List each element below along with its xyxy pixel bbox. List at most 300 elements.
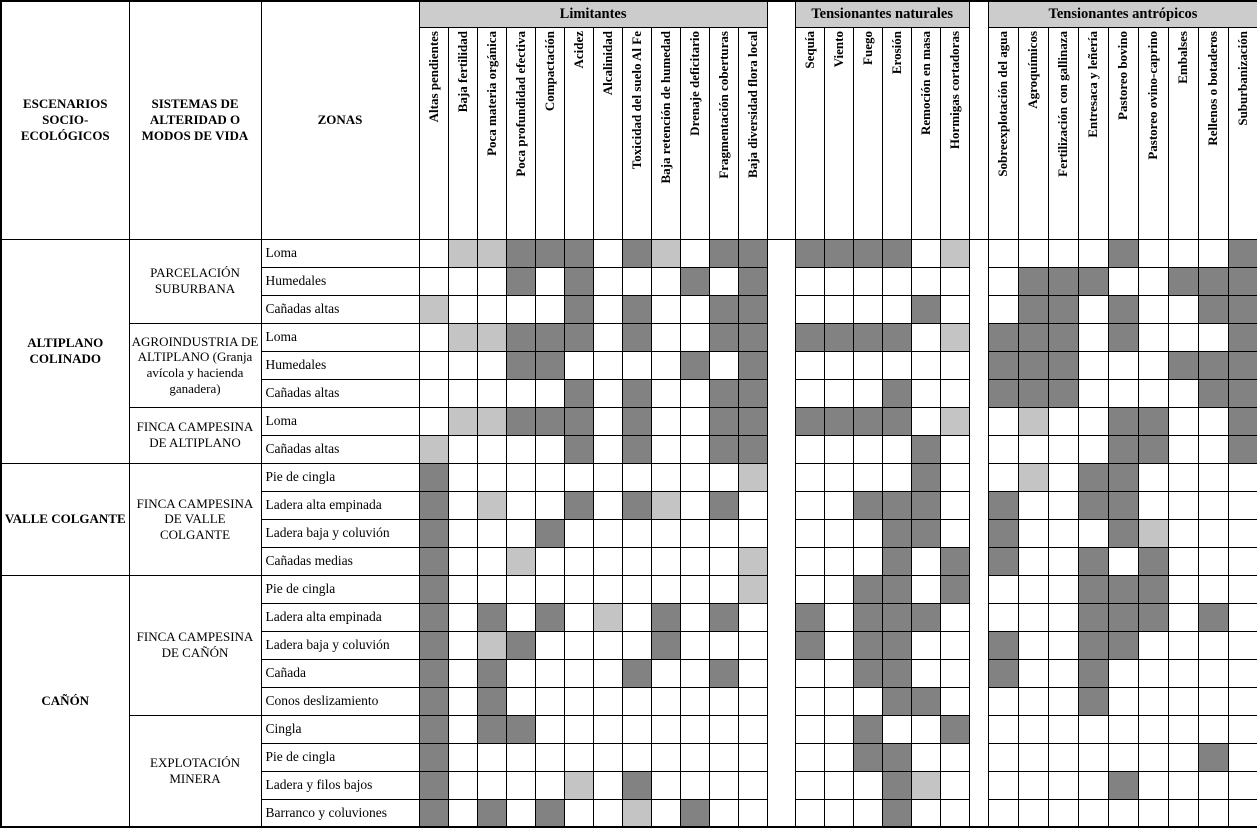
matrix-cell xyxy=(795,659,824,687)
matrix-cell xyxy=(564,715,593,743)
matrix-cell xyxy=(477,715,506,743)
matrix-cell xyxy=(1198,659,1228,687)
matrix-cell xyxy=(738,351,767,379)
matrix-cell xyxy=(535,603,564,631)
matrix-cell xyxy=(911,631,940,659)
matrix-cell xyxy=(477,743,506,771)
matrix-cell xyxy=(680,575,709,603)
column-header-cell xyxy=(535,27,564,239)
matrix-cell xyxy=(1228,435,1257,463)
system-cell: FINCA CAMPESINA DE CAÑÓN xyxy=(129,575,261,715)
matrix-cell xyxy=(988,603,1018,631)
matrix-cell xyxy=(1048,575,1078,603)
matrix-cell xyxy=(1018,323,1048,351)
matrix-cell xyxy=(738,603,767,631)
matrix-cell xyxy=(1138,519,1168,547)
gap-column xyxy=(969,1,988,239)
table-row xyxy=(1,575,1257,603)
matrix-cell xyxy=(680,631,709,659)
matrix-cell xyxy=(1168,295,1198,323)
matrix-cell xyxy=(988,379,1018,407)
matrix-cell xyxy=(477,491,506,519)
matrix-cell xyxy=(593,295,622,323)
matrix-cell xyxy=(651,323,680,351)
matrix-cell xyxy=(1108,407,1138,435)
matrix-cell xyxy=(1138,491,1168,519)
matrix-cell xyxy=(593,799,622,827)
matrix-cell xyxy=(1048,687,1078,715)
matrix-cell xyxy=(795,799,824,827)
matrix-cell xyxy=(882,743,911,771)
matrix-cell xyxy=(593,519,622,547)
matrix-cell xyxy=(940,659,969,687)
matrix-cell xyxy=(940,491,969,519)
matrix-cell xyxy=(882,547,911,575)
matrix-cell xyxy=(419,407,448,435)
matrix-cell xyxy=(651,519,680,547)
matrix-cell xyxy=(1138,687,1168,715)
zone-cell: Loma xyxy=(261,407,419,435)
matrix-cell xyxy=(419,575,448,603)
matrix-cell xyxy=(651,659,680,687)
matrix-cell xyxy=(940,379,969,407)
matrix-cell xyxy=(988,519,1018,547)
matrix-cell xyxy=(477,771,506,799)
matrix-cell xyxy=(1048,351,1078,379)
matrix-cell xyxy=(1078,491,1108,519)
matrix-cell xyxy=(824,547,853,575)
matrix-cell xyxy=(564,267,593,295)
matrix-cell xyxy=(940,351,969,379)
matrix-cell xyxy=(709,687,738,715)
column-header-cell xyxy=(1078,27,1108,239)
matrix-cell xyxy=(1078,547,1108,575)
matrix-cell xyxy=(1168,771,1198,799)
column-label: Pastoreo ovino-caprino xyxy=(1145,30,1161,160)
matrix-cell xyxy=(1048,519,1078,547)
matrix-cell xyxy=(709,799,738,827)
table-row xyxy=(1,323,1257,351)
matrix-cell xyxy=(853,715,882,743)
matrix-cell xyxy=(593,267,622,295)
matrix-cell xyxy=(988,799,1018,827)
matrix-cell xyxy=(1138,631,1168,659)
zone-cell: Ladera baja y coluvión xyxy=(261,631,419,659)
matrix-cell xyxy=(1198,715,1228,743)
matrix-cell xyxy=(506,547,535,575)
matrix-cell xyxy=(419,743,448,771)
matrix-cell xyxy=(853,575,882,603)
matrix-cell xyxy=(709,407,738,435)
matrix-cell xyxy=(795,267,824,295)
matrix-cell xyxy=(824,687,853,715)
matrix-cell xyxy=(1138,715,1168,743)
matrix-cell xyxy=(1198,491,1228,519)
matrix-cell xyxy=(448,379,477,407)
column-label: Remoción en masa xyxy=(917,30,933,135)
zone-cell: Cañadas altas xyxy=(261,295,419,323)
matrix-cell xyxy=(1138,659,1168,687)
matrix-cell xyxy=(882,323,911,351)
matrix-cell xyxy=(651,239,680,267)
matrix-cell xyxy=(477,407,506,435)
matrix-cell xyxy=(1018,715,1048,743)
matrix-cell xyxy=(622,799,651,827)
matrix-cell xyxy=(853,435,882,463)
matrix-cell xyxy=(1168,631,1198,659)
matrix-cell xyxy=(419,519,448,547)
matrix-cell xyxy=(1078,631,1108,659)
matrix-cell xyxy=(940,743,969,771)
matrix-cell xyxy=(940,435,969,463)
matrix-cell xyxy=(448,491,477,519)
matrix-cell xyxy=(1048,407,1078,435)
matrix-cell xyxy=(477,351,506,379)
scenario-cell: VALLE COLGANTE xyxy=(1,463,129,575)
matrix-cell xyxy=(795,463,824,491)
column-label: Fragmentación coberturas xyxy=(715,30,731,179)
matrix-cell xyxy=(1228,799,1257,827)
zone-cell: Ladera alta empinada xyxy=(261,603,419,631)
matrix-cell xyxy=(911,267,940,295)
matrix-cell xyxy=(882,715,911,743)
matrix-cell xyxy=(651,267,680,295)
matrix-cell xyxy=(1228,547,1257,575)
matrix-cell xyxy=(738,771,767,799)
matrix-cell xyxy=(1168,519,1198,547)
header-group-row xyxy=(1,1,1257,27)
column-header-cell xyxy=(1018,27,1048,239)
matrix-cell xyxy=(535,659,564,687)
matrix-cell xyxy=(988,575,1018,603)
matrix-cell xyxy=(593,771,622,799)
zone-cell: Conos deslizamiento xyxy=(261,687,419,715)
matrix-cell xyxy=(622,323,651,351)
matrix-cell xyxy=(1228,715,1257,743)
matrix-cell xyxy=(1138,295,1168,323)
matrix-cell xyxy=(622,715,651,743)
matrix-cell xyxy=(1168,687,1198,715)
matrix-cell xyxy=(680,351,709,379)
column-header-cell xyxy=(738,27,767,239)
matrix-cell xyxy=(622,771,651,799)
matrix-cell xyxy=(419,239,448,267)
matrix-cell xyxy=(1048,463,1078,491)
matrix-cell xyxy=(709,603,738,631)
matrix-cell xyxy=(1078,743,1108,771)
matrix-cell xyxy=(448,323,477,351)
matrix-cell xyxy=(1168,463,1198,491)
matrix-cell xyxy=(593,379,622,407)
matrix-cell xyxy=(1138,799,1168,827)
matrix-cell xyxy=(1108,491,1138,519)
matrix-cell xyxy=(680,519,709,547)
matrix-cell xyxy=(1108,715,1138,743)
matrix-cell xyxy=(1228,575,1257,603)
matrix-cell xyxy=(651,771,680,799)
matrix-cell xyxy=(1198,295,1228,323)
matrix-cell xyxy=(1018,771,1048,799)
matrix-cell xyxy=(448,463,477,491)
matrix-cell xyxy=(564,575,593,603)
column-header-cell xyxy=(564,27,593,239)
matrix-cell xyxy=(448,687,477,715)
matrix-cell xyxy=(853,351,882,379)
matrix-cell xyxy=(988,547,1018,575)
matrix-cell xyxy=(535,687,564,715)
matrix-cell xyxy=(1168,435,1198,463)
matrix-cell xyxy=(795,715,824,743)
matrix-cell xyxy=(911,687,940,715)
matrix-cell xyxy=(795,491,824,519)
matrix-cell xyxy=(795,435,824,463)
matrix-cell xyxy=(448,547,477,575)
matrix-cell xyxy=(622,463,651,491)
matrix-cell xyxy=(593,603,622,631)
column-header-cell xyxy=(1168,27,1198,239)
matrix-cell xyxy=(1048,491,1078,519)
matrix-cell xyxy=(1078,799,1108,827)
matrix-cell xyxy=(1048,295,1078,323)
matrix-cell xyxy=(419,295,448,323)
matrix-cell xyxy=(1138,351,1168,379)
matrix-cell xyxy=(651,799,680,827)
matrix-cell xyxy=(1048,323,1078,351)
matrix-cell xyxy=(940,323,969,351)
matrix-cell xyxy=(824,519,853,547)
matrix-cell xyxy=(882,631,911,659)
matrix-cell xyxy=(1168,407,1198,435)
matrix-cell xyxy=(535,631,564,659)
matrix-cell xyxy=(940,519,969,547)
matrix-cell xyxy=(853,799,882,827)
matrix-cell xyxy=(1228,631,1257,659)
matrix-cell xyxy=(1018,687,1048,715)
matrix-cell xyxy=(448,351,477,379)
matrix-cell xyxy=(1018,379,1048,407)
matrix-cell xyxy=(622,547,651,575)
matrix-cell xyxy=(853,687,882,715)
matrix-cell xyxy=(1168,743,1198,771)
matrix-cell xyxy=(622,687,651,715)
matrix-cell xyxy=(1228,743,1257,771)
matrix-cell xyxy=(535,323,564,351)
matrix-cell xyxy=(709,715,738,743)
matrix-cell xyxy=(651,687,680,715)
zone-cell: Pie de cingla xyxy=(261,463,419,491)
matrix-cell xyxy=(1018,267,1048,295)
matrix-cell xyxy=(1108,463,1138,491)
matrix-cell xyxy=(1228,771,1257,799)
column-label: Acidez xyxy=(570,30,586,69)
matrix-cell xyxy=(564,603,593,631)
matrix-cell xyxy=(564,463,593,491)
matrix-cell xyxy=(911,351,940,379)
matrix-cell xyxy=(1048,743,1078,771)
matrix-cell xyxy=(795,547,824,575)
matrix-cell xyxy=(824,435,853,463)
matrix-cell xyxy=(911,323,940,351)
matrix-cell xyxy=(448,295,477,323)
matrix-cell xyxy=(535,351,564,379)
column-header-cell xyxy=(680,27,709,239)
group-header-1: Limitantes xyxy=(419,1,767,27)
matrix-cell xyxy=(911,239,940,267)
matrix-cell xyxy=(988,323,1018,351)
matrix-cell xyxy=(1228,687,1257,715)
matrix-cell xyxy=(988,715,1018,743)
matrix-cell xyxy=(853,407,882,435)
zone-cell: Loma xyxy=(261,323,419,351)
matrix-cell xyxy=(940,267,969,295)
zone-cell: Cañadas altas xyxy=(261,379,419,407)
matrix-cell xyxy=(911,715,940,743)
matrix-cell xyxy=(651,603,680,631)
matrix-cell xyxy=(911,407,940,435)
matrix-cell xyxy=(1018,547,1048,575)
matrix-cell xyxy=(1108,323,1138,351)
column-header-cell xyxy=(853,27,882,239)
matrix-cell xyxy=(506,715,535,743)
matrix-cell xyxy=(795,575,824,603)
matrix-cell xyxy=(680,659,709,687)
matrix-cell xyxy=(506,771,535,799)
matrix-cell xyxy=(651,715,680,743)
matrix-cell xyxy=(593,547,622,575)
matrix-cell xyxy=(651,435,680,463)
matrix-cell xyxy=(988,267,1018,295)
system-cell: FINCA CAMPESINA DE VALLE COLGANTE xyxy=(129,463,261,575)
matrix-cell xyxy=(940,715,969,743)
matrix-cell xyxy=(1228,323,1257,351)
matrix-cell xyxy=(1048,631,1078,659)
zone-cell: Barranco y coluviones xyxy=(261,799,419,827)
matrix-cell xyxy=(1198,267,1228,295)
matrix-cell xyxy=(535,491,564,519)
matrix-cell xyxy=(882,435,911,463)
column-label: Alcalinidad xyxy=(599,30,615,95)
matrix-cell xyxy=(593,323,622,351)
matrix-cell xyxy=(1108,435,1138,463)
column-label: Toxicidad del suelo Al Fe xyxy=(628,30,644,169)
matrix-cell xyxy=(1168,491,1198,519)
matrix-cell xyxy=(564,295,593,323)
matrix-cell xyxy=(448,715,477,743)
matrix-cell xyxy=(853,603,882,631)
matrix-cell xyxy=(824,379,853,407)
matrix-cell xyxy=(680,799,709,827)
matrix-cell xyxy=(1018,435,1048,463)
matrix-cell xyxy=(911,603,940,631)
matrix-cell xyxy=(882,491,911,519)
zone-cell: Cañada xyxy=(261,659,419,687)
matrix-cell xyxy=(680,463,709,491)
matrix-cell xyxy=(1198,463,1228,491)
matrix-cell xyxy=(795,687,824,715)
matrix-cell xyxy=(419,631,448,659)
matrix-cell xyxy=(1078,659,1108,687)
matrix-cell xyxy=(419,491,448,519)
matrix-cell xyxy=(448,519,477,547)
matrix-cell xyxy=(853,239,882,267)
matrix-cell xyxy=(795,631,824,659)
matrix-cell xyxy=(738,379,767,407)
matrix-cell xyxy=(1168,239,1198,267)
matrix-cell xyxy=(988,771,1018,799)
matrix-cell xyxy=(1078,267,1108,295)
matrix-cell xyxy=(738,743,767,771)
matrix-cell xyxy=(709,575,738,603)
matrix-cell xyxy=(1018,631,1048,659)
column-label: Baja fertilidad xyxy=(454,30,470,112)
matrix-cell xyxy=(419,687,448,715)
matrix-cell xyxy=(1078,463,1108,491)
matrix-cell xyxy=(709,491,738,519)
table-row xyxy=(1,715,1257,743)
matrix-cell xyxy=(1078,435,1108,463)
matrix-cell xyxy=(738,631,767,659)
column-label: Rellenos o botaderos xyxy=(1205,30,1221,146)
matrix-cell xyxy=(853,491,882,519)
matrix-cell xyxy=(738,435,767,463)
column-header-cell xyxy=(911,27,940,239)
matrix-cell xyxy=(622,379,651,407)
matrix-cell xyxy=(1138,435,1168,463)
matrix-cell xyxy=(738,575,767,603)
matrix-cell xyxy=(419,435,448,463)
matrix-cell xyxy=(738,463,767,491)
matrix-cell xyxy=(1018,799,1048,827)
matrix-cell xyxy=(1228,267,1257,295)
matrix-cell xyxy=(824,715,853,743)
matrix-cell xyxy=(535,379,564,407)
column-header-cell xyxy=(940,27,969,239)
matrix-cell xyxy=(824,575,853,603)
matrix-cell xyxy=(680,267,709,295)
matrix-cell xyxy=(940,239,969,267)
matrix-cell xyxy=(940,687,969,715)
matrix-cell xyxy=(882,659,911,687)
matrix-cell xyxy=(1078,519,1108,547)
matrix-cell xyxy=(1018,603,1048,631)
matrix-cell xyxy=(1108,799,1138,827)
corner-header-3: ZONAS xyxy=(261,1,419,239)
matrix-cell xyxy=(680,323,709,351)
matrix-cell xyxy=(882,463,911,491)
matrix-cell xyxy=(651,379,680,407)
column-label: Poca materia orgánica xyxy=(483,30,499,156)
matrix-cell xyxy=(709,547,738,575)
matrix-cell xyxy=(506,687,535,715)
matrix-cell xyxy=(911,547,940,575)
matrix-cell xyxy=(1228,351,1257,379)
matrix-cell xyxy=(593,435,622,463)
matrix-cell xyxy=(506,435,535,463)
matrix-cell xyxy=(535,575,564,603)
column-label: Baja retención de humedad xyxy=(657,30,673,184)
matrix-cell xyxy=(911,659,940,687)
matrix-cell xyxy=(593,743,622,771)
matrix-cell xyxy=(506,603,535,631)
matrix-cell xyxy=(1198,547,1228,575)
matrix-cell xyxy=(1078,687,1108,715)
matrix-cell xyxy=(940,547,969,575)
matrix-cell xyxy=(1198,239,1228,267)
matrix-cell xyxy=(1168,575,1198,603)
matrix-cell xyxy=(738,295,767,323)
matrix-cell xyxy=(593,463,622,491)
matrix-cell xyxy=(1198,771,1228,799)
